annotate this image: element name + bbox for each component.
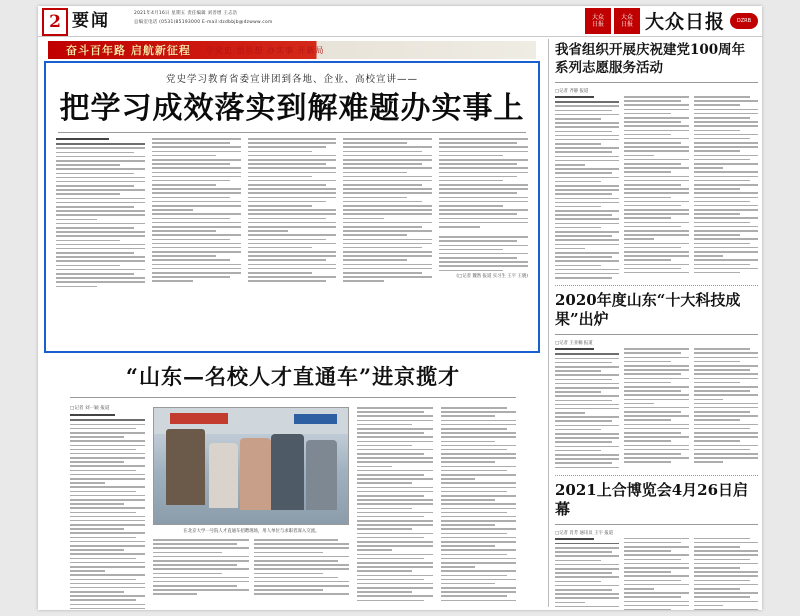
story-talent-express[interactable] — [70, 361, 516, 610]
lead-story-highlight-box[interactable] — [44, 61, 540, 353]
masthead — [38, 6, 762, 37]
logo-badge-icon: DZRB — [730, 13, 758, 29]
right-story-3-headline: 2021上合博览会4月26日启幕 — [555, 480, 749, 518]
seal-text-2: 大众日报 — [620, 13, 633, 28]
story2-photo-column — [153, 407, 349, 610]
seal-icon — [585, 8, 611, 34]
masthead-contact-line: 总编室电话 (0531)85193000 E-mail:dzdbbjb@dzwww.com — [134, 20, 273, 25]
story2-byline: □记者 刘一颖 报道 — [70, 406, 110, 411]
lead-story-column-5 — [439, 138, 528, 290]
lead-story-column-2 — [152, 138, 241, 290]
right-story-2-headline: 2020年度山东“十大科技成果”出炉 — [555, 291, 741, 329]
right-story-3-column-2 — [624, 538, 688, 610]
right-story-1-headline: 我省组织开展庆祝建党100周年系列志愿服务活动 — [555, 42, 746, 76]
story2-lead-mark — [70, 414, 115, 416]
seal-text: 大众日报 — [591, 13, 604, 28]
right-story-1-byline: □记者 齐静 报道 — [555, 89, 589, 94]
right-story-1-columns — [555, 96, 758, 281]
divider — [555, 285, 758, 287]
story2-headline: “山东—名校人才直通车”进京揽才 — [125, 364, 461, 389]
story2-column-under-photo-2 — [254, 539, 350, 598]
masthead-date-line: 2021年4月16日 星期五 责任编辑 刘善增 王志浩 — [134, 11, 238, 16]
divider — [555, 334, 758, 335]
lead-story-column-1 — [56, 138, 145, 290]
right-story-2-columns — [555, 348, 758, 470]
page-body — [38, 37, 762, 609]
right-story-1-column-3 — [694, 96, 758, 281]
right-story-3-columns — [555, 538, 758, 610]
left-column — [42, 39, 542, 607]
page-number: 2 — [42, 8, 68, 36]
right-story-2[interactable] — [555, 291, 758, 470]
story2-column-1 — [70, 407, 145, 610]
right-story-3-column-3 — [694, 538, 758, 610]
lead-story-byline-mark — [56, 138, 109, 140]
right-story-2-column-3 — [694, 348, 758, 470]
banner-main-text: 奋斗百年路 启航新征程 — [66, 44, 191, 57]
right-story-3-byline: □记者 肖芳 通讯员 王宇 报道 — [555, 530, 614, 536]
lead-story-headline: 把学习成效落实到解难题办实事上 — [59, 91, 525, 126]
right-story-1-column-2 — [624, 96, 688, 281]
story2-column-4 — [441, 407, 516, 610]
story2-photo — [153, 407, 349, 525]
lead-story-columns — [46, 138, 538, 290]
story2-body — [70, 407, 516, 610]
right-story-2-column-1 — [555, 348, 619, 470]
story2-photo-caption: 在北京大学一号院人才直通车招聘现场，用人单位与求职者深入交流。 — [183, 529, 320, 534]
divider — [555, 82, 758, 83]
banner-sub-text: · 学党史 悟思想 办实事 开新局 — [198, 45, 325, 55]
right-story-3[interactable] — [555, 481, 758, 610]
right-story-1-column-1 — [555, 96, 619, 281]
lead-story-signoff: (□记者 魏然 报道 实习生 王宇 王晓) — [456, 274, 528, 280]
story2-column-3 — [357, 407, 432, 610]
divider — [555, 524, 758, 525]
right-column — [548, 39, 758, 607]
right-story-3-column-1 — [555, 538, 619, 610]
right-story-1[interactable] — [555, 41, 758, 281]
masthead-logo-group — [585, 7, 758, 34]
story2-column-under-photo-1 — [153, 539, 249, 598]
seal-icon-2 — [614, 8, 640, 34]
lead-story-kicker: 党史学习教育省委宣讲团到各地、企业、高校宣讲—— — [165, 74, 418, 85]
divider — [555, 475, 758, 477]
right-story-2-byline: □记者 王亚楠 报道 — [555, 341, 593, 347]
right-story-2-column-2 — [624, 348, 688, 470]
newspaper-page — [38, 6, 762, 610]
lead-story-column-4 — [343, 138, 432, 290]
divider — [58, 132, 526, 133]
lead-story-column-3 — [248, 138, 337, 290]
masthead-meta — [134, 9, 464, 27]
section-title: 要闻 — [72, 11, 110, 31]
campaign-banner — [48, 41, 536, 59]
paper-logo: 大众日报 — [644, 11, 725, 33]
